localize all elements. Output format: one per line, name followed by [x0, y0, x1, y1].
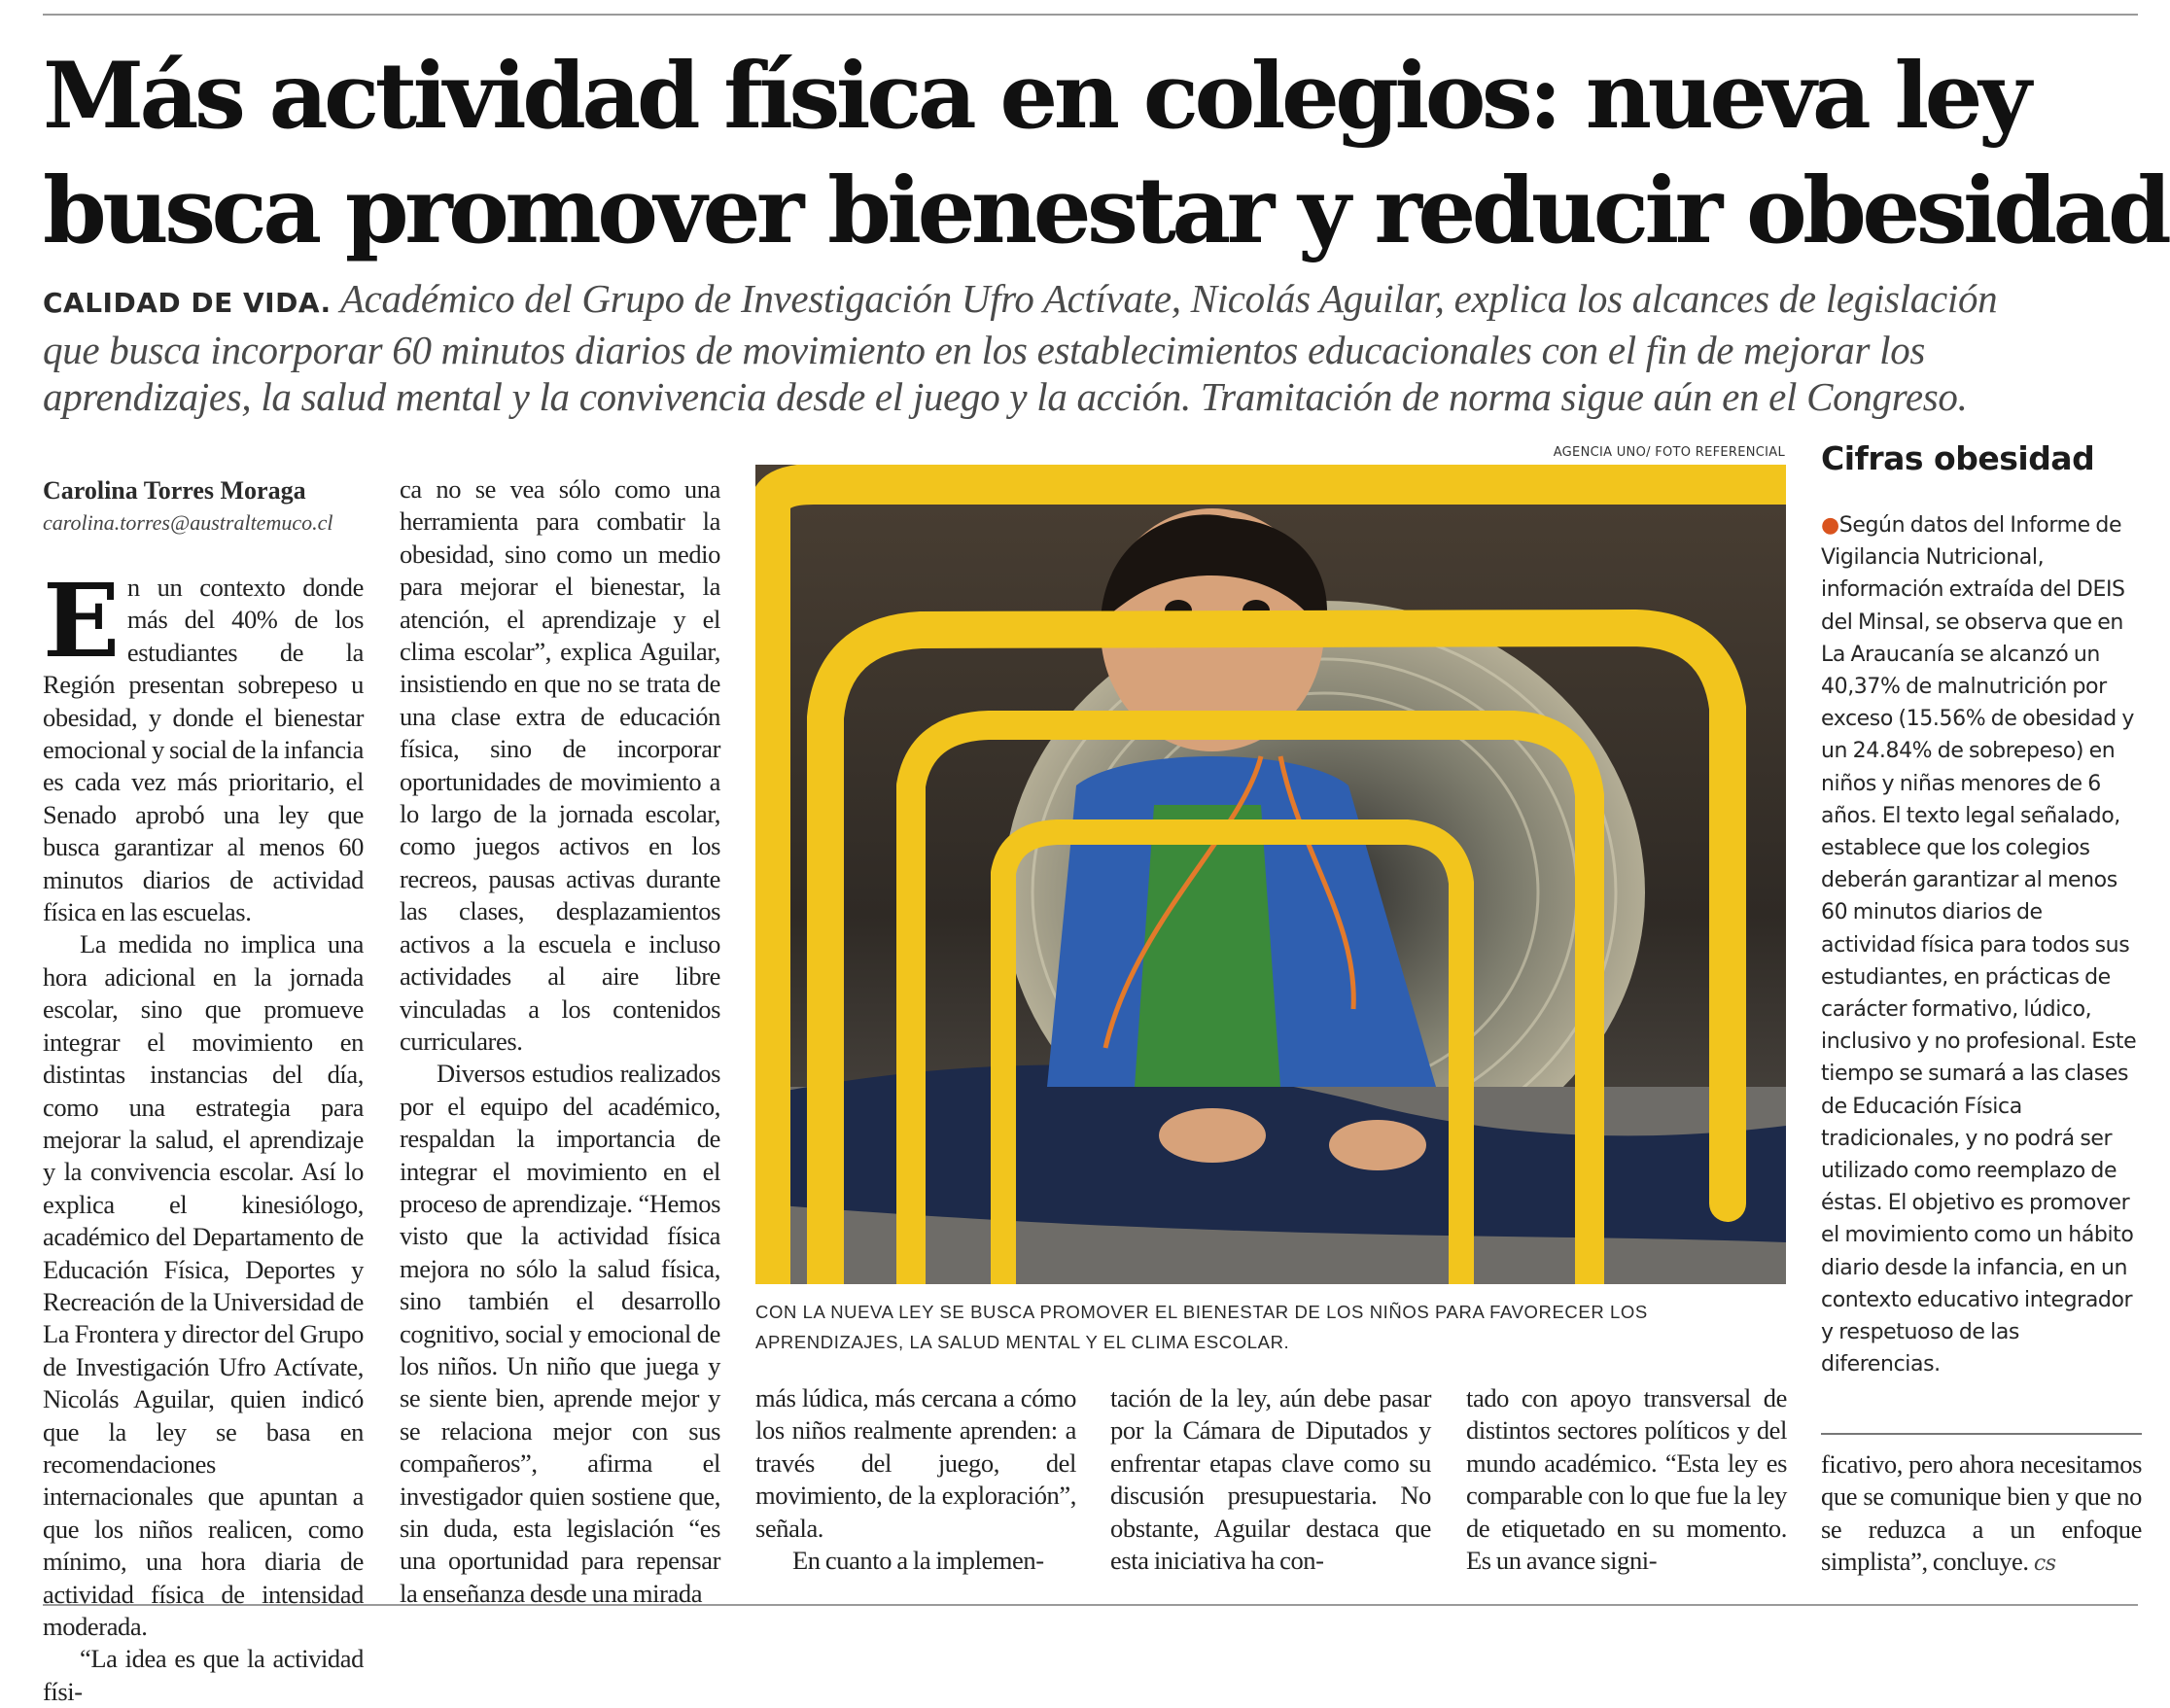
bullet-icon: ● [1821, 513, 1839, 538]
sidebar-body [1821, 509, 2142, 1380]
article-paragraph-1 [43, 561, 364, 928]
deck-line-1 [43, 275, 2143, 327]
byline [43, 474, 364, 539]
headline [43, 39, 2168, 268]
sidebar-text: Según datos del Informe de Vigilancia Nutricional, información extraída del DEIS del Minsal, se observa que en La Araucanía se alcanzó un 40,37% de malnutrición por exceso (15.56% de obesidad y un 24.84% de sobrepeso) en niños y niñas menores de 6 años. El texto legal señalado, establece que los colegios deberán garantizar al menos 60 minutos diarios de actividad física para todos sus estudiantes, en prácticas de carácter formativo, lúdico, inclusivo y no profesional. Este tiempo se sumará a las clases de Educación Física tradicionales, y no podrá ser utilizado como reemplazo de éstas. El objetivo es promover el movimiento como un hábito diario desde la infancia, en un contexto educativo integrador y respetuoso de las diferencias. [1821, 513, 2137, 1377]
article-paragraph-5-start: En cuanto a la implemen- [792, 1546, 1044, 1576]
end-mark-icon: cs [2033, 1551, 2056, 1577]
author-name: Carolina Torres Moraga [43, 476, 306, 505]
paragraph-1-text: n un contexto donde más del 40% de los estudiantes de la Región presentan sobrepeso u obesidad, y donde el bienestar emocional y social de la infancia es cada vez más prioritario, el Senado aprobó una ley que busca garantizar al menos 60 minutos diarios de actividad física en las escuelas. [43, 573, 364, 927]
article-paragraph-5-end [1821, 1448, 2142, 1581]
sidebar-divider [1821, 1433, 2142, 1435]
article-paragraph-5-cont-2: tado con apoyo transversal de distintos sectores políticos y del mundo académico. “Esta ley es comparable con lo que fue la ley de etiquetado en su momento. Es un avance signi- [1466, 1383, 1787, 1576]
bottom-rule [43, 1604, 2138, 1606]
top-rule [43, 14, 2138, 16]
photo-illustration [755, 465, 1786, 1284]
deck-line-3: aprendizajes, la salud mental y la convivencia desde el juego y la acción. Tramitación de norma sigue aún en el Congreso. [43, 374, 1968, 419]
headline-line-1: Más actividad física en colegios: nueva ley [43, 43, 2028, 150]
article-paragraph-2: La medida no implica una hora adicional en la jornada escolar, sino que promueve integrar el movimiento en distintas instancias del día, como una estrategia para mejorar la salud, el aprendizaje y la convivencia escolar. Así lo explica el kinesiólogo, académico del Departamento de Educación Física, Deportes y Recreación de la Universidad de La Frontera y director del Grupo de Investigación Ufro Actívate, Nicolás Aguilar, quien indicó que la ley se basa en recomendaciones internacionales que apuntan a que los niños realicen, como mínimo, una hora diaria de actividad física de intensidad moderada. [43, 929, 364, 1641]
deck-line-2: que busca incorporar 60 minutos diarios de movimiento en los establecimientos educacionales con el fin de mejorar los [43, 328, 1926, 372]
paragraph-5-end-text: ficativo, pero ahora necesitamos que se comunique bien y que no se reduzca a un enfoque simplista”, concluye. [1821, 1449, 2142, 1577]
author-email[interactable]: carolina.torres@australtemuco.cl [43, 510, 333, 535]
article-column-4 [1110, 1382, 1431, 1577]
article-photo [755, 465, 1786, 1284]
sidebar-title: Cifras obesidad [1821, 439, 2095, 477]
headline-line-2: busca promover bienestar y reducir obesidad [43, 157, 2168, 264]
article-paragraph-5-cont: tación de la ley, aún debe pasar por la Cámara de Diputados y enfrentar etapas clave como su discusión presupuestaria. No obstante, Aguilar destaca que esta iniciativa ha con- [1110, 1383, 1431, 1576]
dropcap: E [43, 561, 120, 680]
article-paragraph-3-start: “La idea es que la actividad físi- [43, 1644, 364, 1706]
deck-label: CALIDAD DE VIDA. [43, 287, 332, 319]
article-paragraph-3-cont: ca no se vea sólo como una herramienta para combatir la obesidad, sino como un medio para mejorar el bienestar, la atención, el aprendizaje y el clima escolar”, explica Aguilar, insistiendo en que no se trata de una clase extra de educación física, sino de incorporar oportunidades de movimiento a lo largo de la jornada escolar, como juegos activos en los recreos, pausas activas durante las clases, desplazamientos activos a la escuela e incluso actividades al aire libre vinculadas a los contenidos curriculares. [400, 474, 720, 1056]
deck-text-1: Académico del Grupo de Investigación Ufro Actívate, Nicolás Aguilar, explica los alcances de legislación [339, 276, 1998, 321]
article-column-6 [1821, 1448, 2142, 1581]
deck [43, 275, 2143, 420]
article-column-1 [43, 561, 364, 1708]
article-column-5 [1466, 1382, 1787, 1577]
article-column-2 [400, 473, 720, 1610]
article-column-3 [755, 1382, 1076, 1577]
article-paragraph-4-cont: más lúdica, más cercana a cómo los niños realmente aprenden: a través del juego, del movimiento, de la exploración”, señala. [755, 1383, 1076, 1543]
article-paragraph-4: Diversos estudios realizados por el equipo del académico, respaldan la importancia de integrar el movimiento en el proceso de aprendizaje. “Hemos visto que la actividad física mejora no sólo la salud física, sino también el desarrollo cognitivo, social y emocional de los niños. Un niño que juega y se siente bien, aprende mejor y se relaciona mejor con sus compañeros”, afirma el investigador quien sostiene que, sin duda, esta legislación “es una oportunidad para repensar la enseñanza desde una mirada [400, 1059, 720, 1608]
photo-caption: CON LA NUEVA LEY SE BUSCA PROMOVER EL BIENESTAR DE LOS NIÑOS PARA FAVORECER LOS APRENDIZAJES, LA SALUD MENTAL Y EL CLIMA ESCOLAR. [755, 1302, 1648, 1352]
photo-credit: AGENCIA UNO/ FOTO REFERENCIAL [1553, 445, 1785, 460]
